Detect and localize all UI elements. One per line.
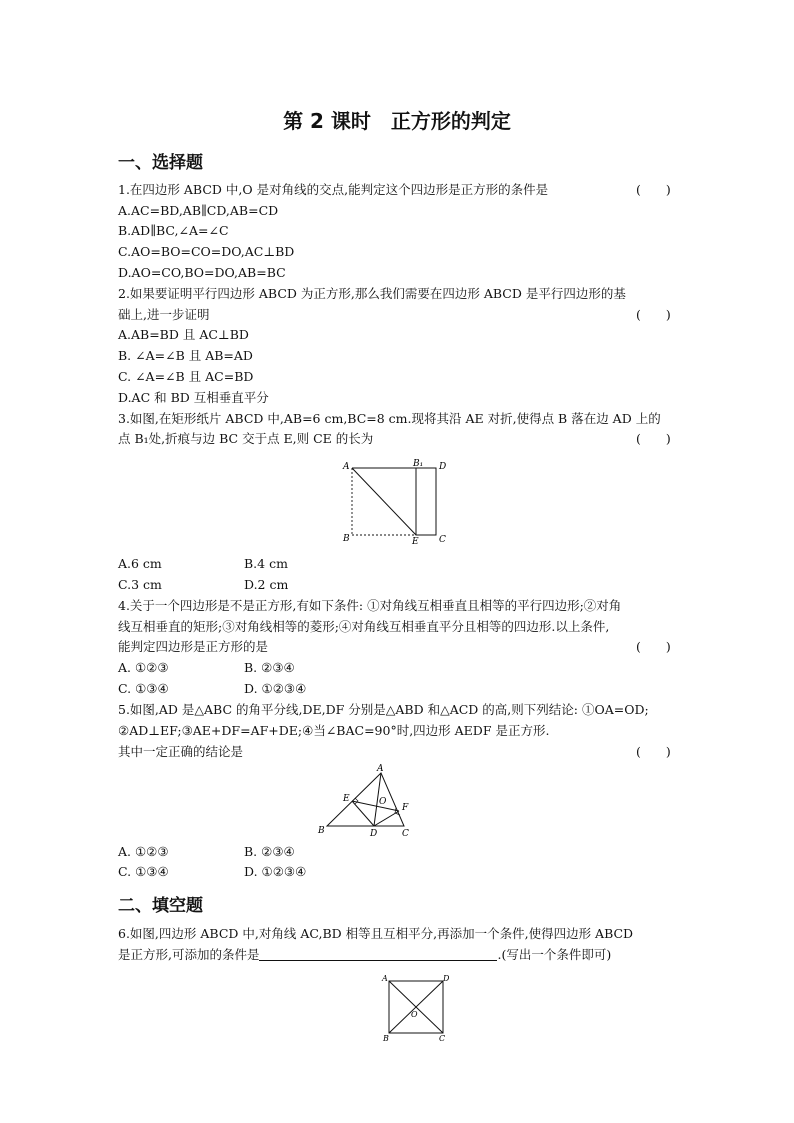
q6-square-figure bbox=[380, 972, 452, 1044]
q2-stem-line2: 础上,进一步证明 bbox=[118, 307, 210, 322]
q4-stem-line2: 线互相垂直的矩形;③对角线相等的菱形;④对角线互相垂直平分且相等的四边形.以上条件, bbox=[118, 619, 610, 634]
q5-triangle-abc bbox=[327, 773, 404, 826]
q3-strip-b1dce bbox=[416, 468, 436, 535]
q3-label-b: B bbox=[343, 534, 350, 544]
q3-label-c: C bbox=[439, 535, 446, 545]
section-fill-heading: 二、填空题 bbox=[118, 896, 203, 916]
q6-stem-prefix: 是正方形,可添加的条件是 bbox=[118, 947, 260, 962]
q5-triangle-figure bbox=[312, 763, 422, 841]
q5-label-e: E bbox=[343, 794, 350, 804]
q5-stem-line3: 其中一定正确的结论是 bbox=[118, 744, 244, 759]
q2-option-c: C. ∠A=∠B 且 AC=BD bbox=[118, 369, 254, 384]
q5-label-f: F bbox=[402, 803, 409, 813]
q3-label-e: E bbox=[412, 537, 419, 546]
q2-option-a: A.AB=BD 且 AC⊥BD bbox=[118, 327, 249, 342]
q3-stem-line2: 点 B₁处,折痕与边 BC 交于点 E,则 CE 的长为 bbox=[118, 431, 374, 446]
q6-answer-blank[interactable] bbox=[259, 947, 497, 961]
q3-option-d: D.2 cm bbox=[244, 577, 289, 592]
q4-stem-line3: 能判定四边形是正方形的是 bbox=[118, 639, 269, 654]
q3-option-b: B.4 cm bbox=[244, 556, 288, 571]
q3-rectangle-figure bbox=[340, 458, 452, 546]
q5-label-b: B bbox=[318, 826, 325, 836]
q3-label-d: D bbox=[439, 462, 447, 472]
q3-answer-paren: ( ) bbox=[636, 431, 671, 446]
q1-option-b: B.AD∥BC,∠A=∠C bbox=[118, 223, 229, 238]
q3-label-b1: B₁ bbox=[413, 459, 424, 469]
q2-stem-line1: 2.如果要证明平行四边形 ABCD 为正方形,那么我们需要在四边形 ABCD 是平行四边形的基 bbox=[118, 286, 626, 301]
q1-option-d: D.AO=CO,BO=DO,AB=BC bbox=[118, 265, 286, 280]
q5-label-a: A bbox=[377, 764, 384, 774]
q3-option-a: A.6 cm bbox=[118, 556, 162, 571]
q4-answer-paren: ( ) bbox=[636, 639, 671, 654]
q4-option-d: D. ①②③④ bbox=[244, 681, 307, 696]
q2-answer-paren: ( ) bbox=[636, 307, 671, 322]
q6-label-a: A bbox=[382, 974, 388, 983]
q6-stem-line2 bbox=[118, 946, 678, 964]
q5-label-d: D bbox=[370, 829, 378, 839]
q5-option-d: D. ①②③④ bbox=[244, 864, 307, 879]
q6-stem-line1: 6.如图,四边形 ABCD 中,对角线 AC,BD 相等且互相平分,再添加一个条件,使得四边形 ABCD bbox=[118, 926, 634, 941]
q6-label-c: C bbox=[439, 1034, 446, 1043]
q5-label-c: C bbox=[402, 829, 409, 839]
q6-label-b: B bbox=[383, 1034, 389, 1043]
q3-stem-line1: 3.如图,在矩形纸片 ABCD 中,AB=6 cm,BC=8 cm.现将其沿 AE 对折,使得点 B 落在边 AD 上的 bbox=[118, 411, 661, 426]
q4-option-c: C. ①③④ bbox=[118, 681, 169, 696]
q5-label-o: O bbox=[379, 797, 387, 807]
q2-option-b: B. ∠A=∠B 且 AB=AD bbox=[118, 348, 253, 363]
q5-option-c: C. ①③④ bbox=[118, 864, 169, 879]
q5-stem-line1: 5.如图,AD 是△ABC 的角平分线,DE,DF 分别是△ABD 和△ACD 的高,则下列结论: ①OA=OD; bbox=[118, 702, 649, 717]
page-title: 第 2 课时 正方形的判定 bbox=[283, 109, 511, 133]
q5-option-a: A. ①②③ bbox=[118, 844, 169, 859]
q4-option-a: A. ①②③ bbox=[118, 660, 169, 675]
q3-label-a: A bbox=[343, 462, 350, 472]
q6-stem-suffix: .(写出一个条件即可) bbox=[497, 947, 612, 962]
q5-stem-line2: ②AD⊥EF;③AE+DF=AF+DE;④当∠BAC=90°时,四边形 AEDF 是正方形. bbox=[118, 723, 550, 738]
q1-option-c: C.AO=BO=CO=DO,AC⊥BD bbox=[118, 244, 295, 259]
q4-option-b: B. ②③④ bbox=[244, 660, 295, 675]
q5-option-b: B. ②③④ bbox=[244, 844, 295, 859]
q5-answer-paren: ( ) bbox=[636, 744, 671, 759]
q1-answer-paren: ( ) bbox=[636, 182, 671, 197]
q4-stem-line1: 4.关于一个四边形是不是正方形,有如下条件: ①对角线互相垂直且相等的平行四边形;②对角 bbox=[118, 598, 622, 613]
q3-fold-ae bbox=[352, 468, 416, 535]
q5-right-angle-e bbox=[355, 798, 358, 804]
q1-option-a: A.AC=BD,AB∥CD,AB=CD bbox=[118, 203, 279, 218]
q6-label-o: O bbox=[411, 1010, 418, 1019]
q6-label-d: D bbox=[443, 974, 450, 983]
section-choice-heading: 一、选择题 bbox=[118, 153, 203, 173]
q3-option-c: C.3 cm bbox=[118, 577, 162, 592]
q1-stem: 1.在四边形 ABCD 中,O 是对角线的交点,能判定这个四边形是正方形的条件是 bbox=[118, 182, 549, 197]
q2-option-d: D.AC 和 BD 互相垂直平分 bbox=[118, 390, 269, 405]
